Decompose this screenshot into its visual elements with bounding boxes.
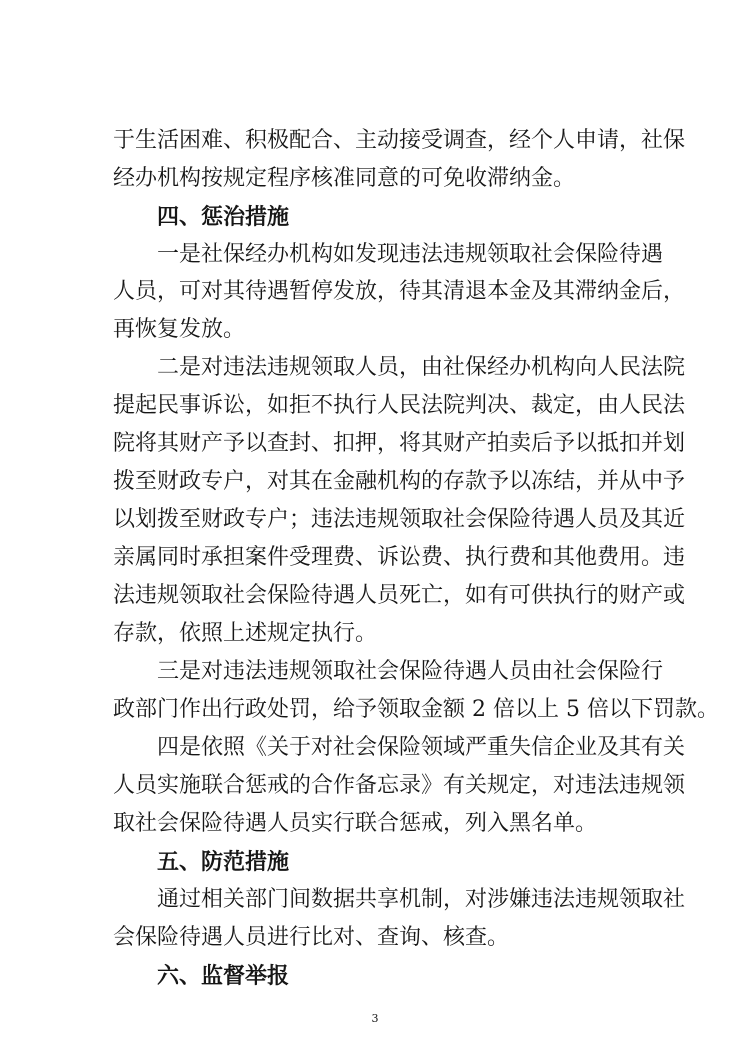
paragraph-line: 三是对违法违规领取社会保险待遇人员由社会保险行	[157, 659, 664, 684]
paragraph-line: 人员，可对其待遇暂停发放，待其清退本金及其滞纳金后，	[113, 279, 686, 304]
paragraph-line: 法违规领取社会保险待遇人员死亡，如有可供执行的财产或	[113, 583, 686, 608]
paragraph-line: 院将其财产予以查封、扣押，将其财产拍卖后予以抵扣并划	[113, 431, 686, 456]
paragraph-line: 拨至财政专户，对其在金融机构的存款予以冻结，并从中予	[113, 469, 686, 494]
section-heading-4: 四、惩治措施	[157, 204, 290, 230]
section-heading-5: 五、防范措施	[157, 849, 290, 875]
paragraph-line: 再恢复发放。	[113, 317, 246, 342]
paragraph-line: 通过相关部门间数据共享机制，对涉嫌违法违规领取社	[157, 887, 686, 912]
paragraph-line: 经办机构按规定程序核准同意的可免收滞纳金。	[113, 166, 576, 191]
section-heading-6: 六、监督举报	[157, 963, 290, 989]
page-number: 3	[371, 1012, 379, 1025]
paragraph-line: 二是对违法违规领取人员，由社保经办机构向人民法院	[157, 355, 686, 380]
paragraph-line: 一是社保经办机构如发现违法违规领取社会保险待遇	[157, 242, 664, 267]
paragraph-line: 亲属同时承担案件受理费、诉讼费、执行费和其他费用。违	[113, 545, 686, 570]
paragraph-line: 提起民事诉讼，如拒不执行人民法院判决、裁定，由人民法	[113, 393, 686, 418]
paragraph-line: 政部门作出行政处罚，给予领取金额 2 倍以上 5 倍以下罚款。	[113, 697, 719, 722]
paragraph-line: 会保险待遇人员进行比对、查询、核查。	[113, 925, 510, 950]
paragraph-line: 取社会保险待遇人员实行联合惩戒，列入黑名单。	[113, 811, 598, 836]
paragraph-line: 四是依照《关于对社会保险领域严重失信企业及其有关	[157, 735, 686, 760]
paragraph-line: 以划拨至财政专户；违法违规领取社会保险待遇人员及其近	[113, 507, 686, 532]
paragraph-line: 存款，依照上述规定执行。	[113, 621, 378, 646]
paragraph-line: 于生活困难、积极配合、主动接受调查，经个人申请，社保	[113, 128, 686, 153]
paragraph-line: 人员实施联合惩戒的合作备忘录》有关规定，对违法违规领	[113, 773, 686, 798]
